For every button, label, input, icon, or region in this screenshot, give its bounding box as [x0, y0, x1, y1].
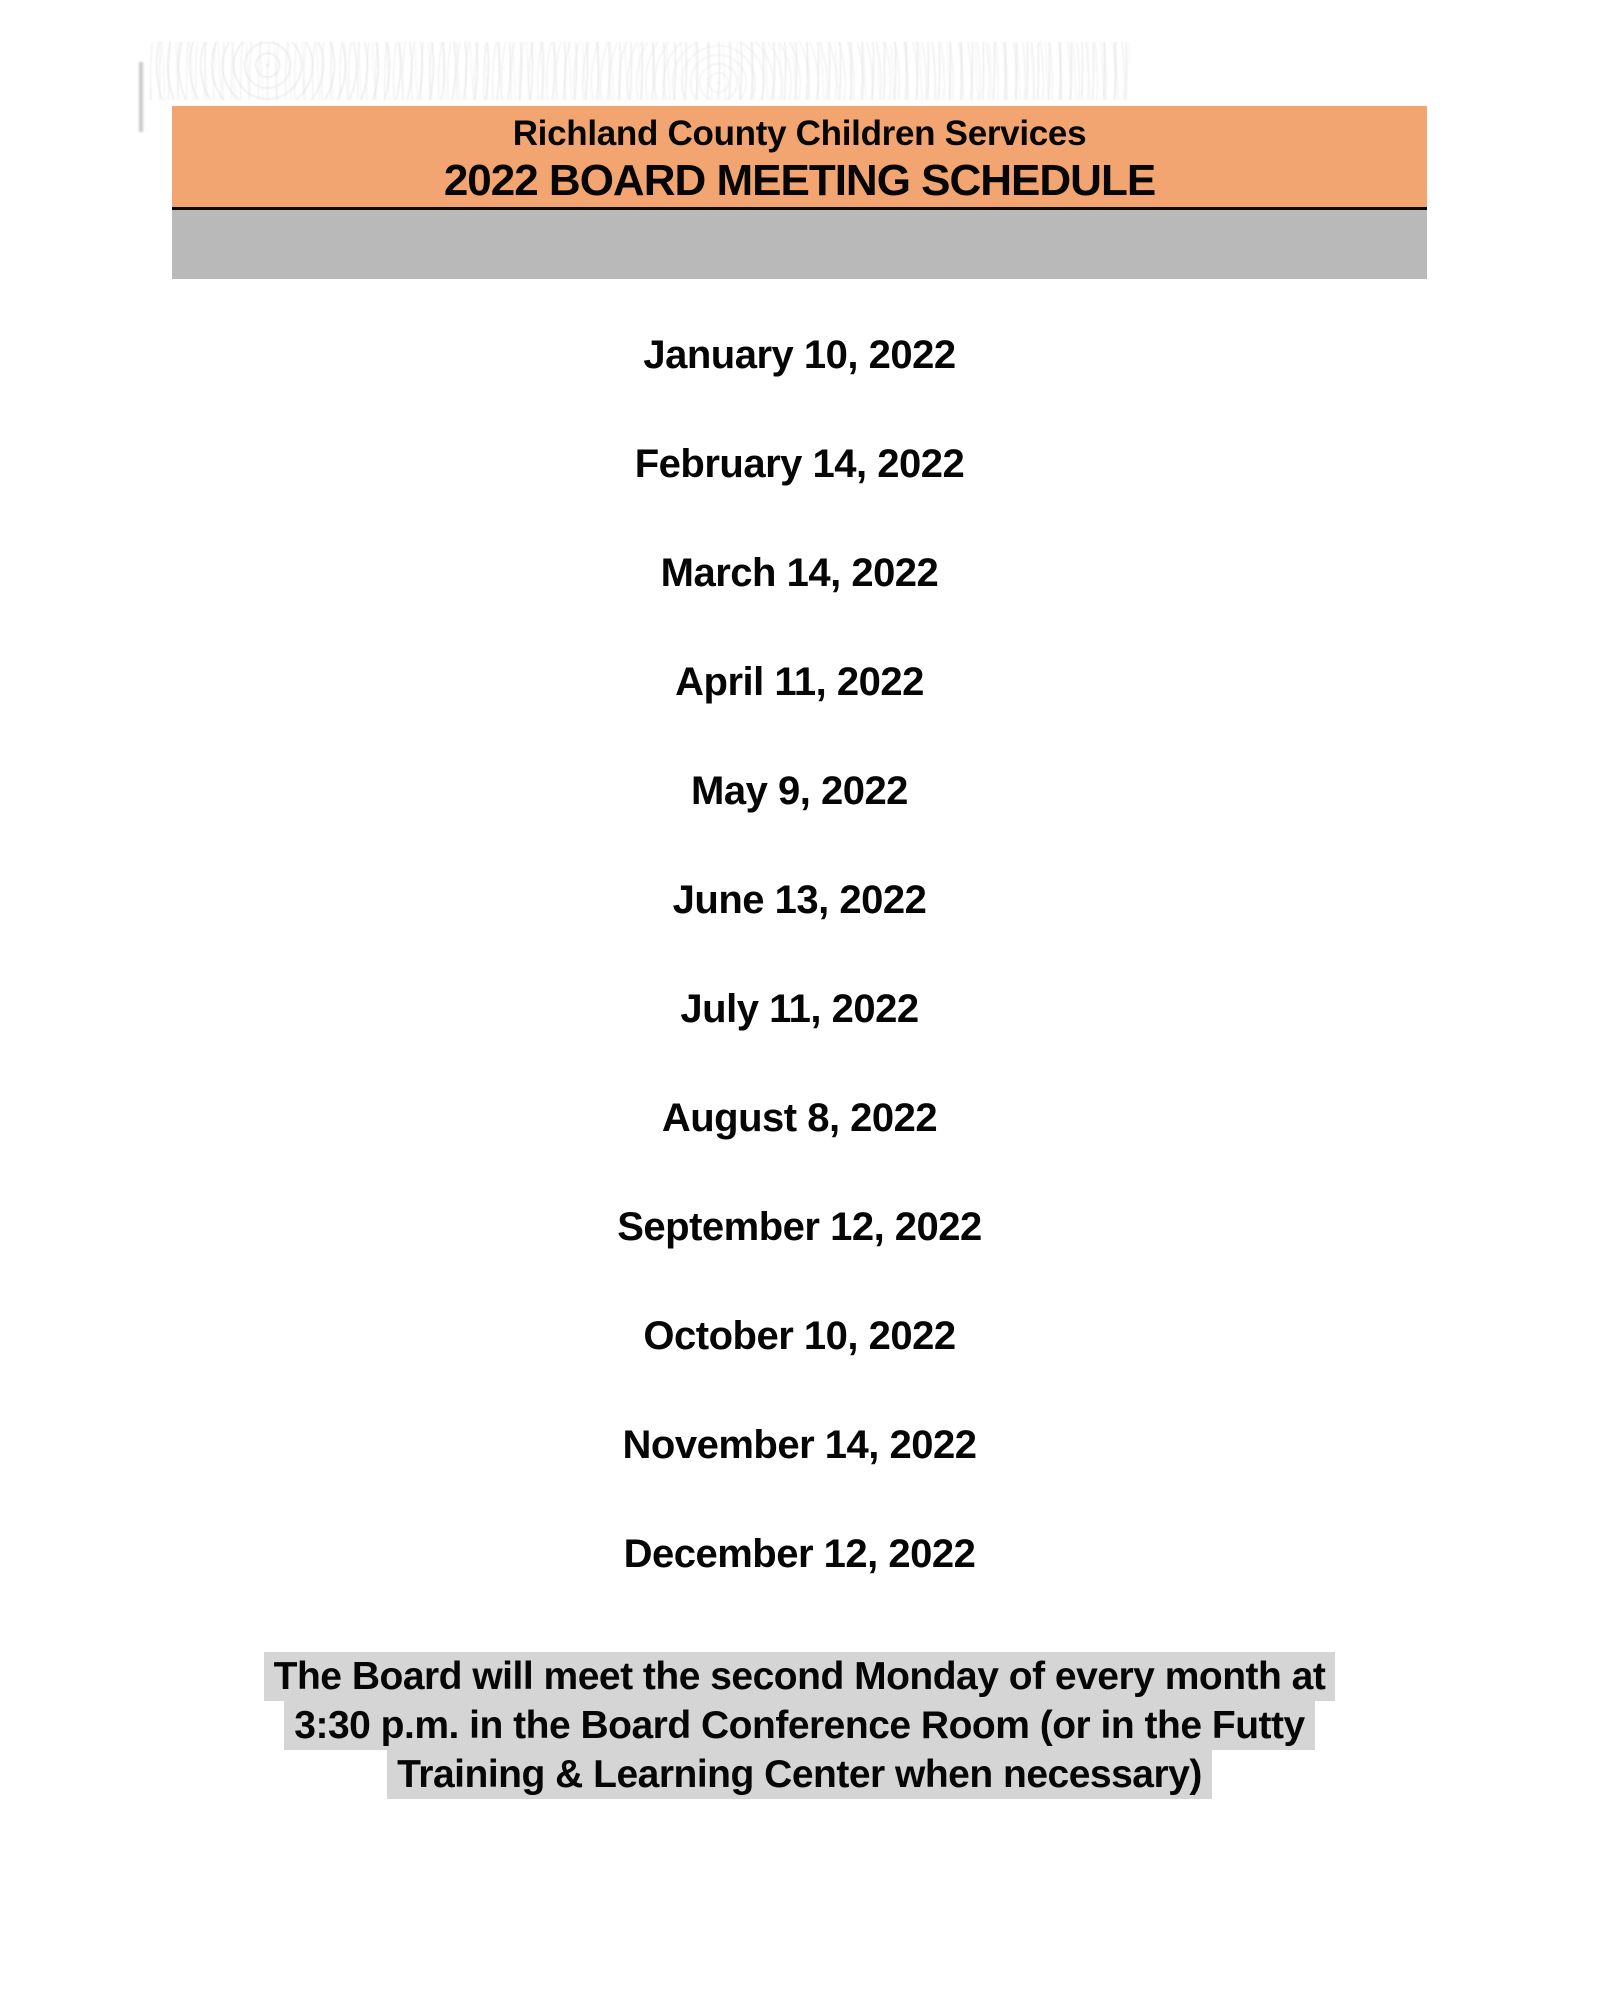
gray-bar [172, 210, 1427, 279]
meeting-date-january: January 10, 2022 [643, 333, 956, 377]
meeting-date-november: November 14, 2022 [622, 1423, 977, 1467]
header-banner [172, 106, 1427, 210]
meeting-date-february: February 14, 2022 [634, 442, 965, 486]
footer-line [172, 1750, 1427, 1799]
schedule-title: 2022 BOARD MEETING SCHEDULE [443, 156, 1156, 205]
footer-line-text: Training & Learning Center when necessary) [387, 1750, 1212, 1799]
scan-artifact-mark [139, 62, 143, 132]
meeting-dates-list [172, 301, 1427, 1609]
footer-line-text: The Board will meet the second Monday of every month at [264, 1652, 1336, 1701]
meeting-date-april: April 11, 2022 [675, 660, 924, 704]
meeting-date-august: August 8, 2022 [661, 1096, 938, 1140]
org-name: Richland County Children Services [512, 114, 1087, 153]
footer-line [172, 1701, 1427, 1750]
meeting-date-july: July 11, 2022 [680, 987, 919, 1031]
meeting-date-december: December 12, 2022 [623, 1532, 976, 1576]
meeting-date-october: October 10, 2022 [643, 1314, 956, 1358]
meeting-date-march: March 14, 2022 [660, 551, 939, 595]
footer-note [172, 1652, 1427, 1799]
meeting-date-june: June 13, 2022 [672, 878, 927, 922]
scan-artifact [150, 42, 1130, 100]
meeting-date-may: May 9, 2022 [691, 769, 908, 813]
footer-line [172, 1652, 1427, 1701]
footer-line-text: 3:30 p.m. in the Board Conference Room (or in the Futty [284, 1701, 1314, 1750]
meeting-date-september: September 12, 2022 [617, 1205, 982, 1249]
